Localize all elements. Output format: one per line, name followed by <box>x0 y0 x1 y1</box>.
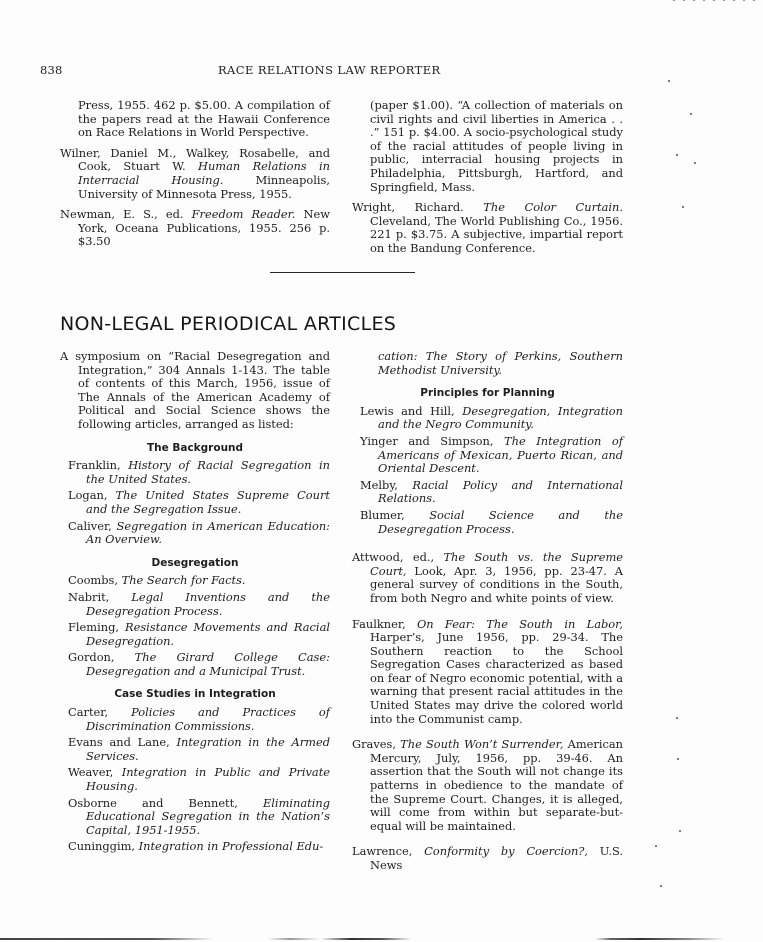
symposium-article: Franklin, History of Racial Segregation in the United States. <box>68 458 330 486</box>
symposium-article: Yinger and Simpson, The Integration of Americans of Mexican, Puerto Rican, and Oriental Descent. <box>360 433 623 476</box>
section-divider <box>270 272 415 273</box>
scan-speck <box>676 154 678 156</box>
scan-speck <box>690 113 692 115</box>
symposium-article: Melby, Racial Policy and International Relations. <box>360 477 623 506</box>
scan-speck <box>676 717 678 719</box>
article-entry: A symposium on “Racial Desegregation and Integration,” 304 Annals 1-143. The table of contents of this March, 1956, issue of The Annals of the American Academy of Political and Social Science shows the following articles, arranged as listed: <box>60 349 330 431</box>
subsection-heading: Desegregation <box>151 556 239 569</box>
scan-speck <box>677 758 679 760</box>
article-entry: Attwood, ed., The South vs. the Supreme Court, Look, Apr. 3, 1956, pp. 23-47. A general survey of conditions in the South, from both Negro and white points of view. <box>352 550 623 605</box>
book-entry: Press, 1955. 462 p. $5.00. A compilation of the papers read at the Hawaii Conference on Race Relations in World Perspective. <box>78 98 330 140</box>
books-left-column <box>60 99 330 256</box>
symposium-article: Fleming, Resistance Movements and Racial Desegregation. <box>68 620 331 648</box>
symposium-article: Lewis and Hill, Desegregation, Integration and the Negro Community. <box>360 403 623 432</box>
symposium-article: Osborne and Bennett, Eliminating Educational Segregation in the Nation’s Capital, 1951-1955. <box>68 795 330 837</box>
symposium-article: Weaver, Integration in Public and Private Housing. <box>68 765 331 794</box>
symposium-article: Gordon, The Girard College Case: Desegregation and a Municipal Trust. <box>68 650 330 678</box>
symposium-article: Logan, The United States Supreme Court and the Segregation Issue. <box>68 488 330 516</box>
scan-speck <box>679 830 681 832</box>
articles-left-column <box>60 350 330 857</box>
book-entry: Wilner, Daniel M., Walkey, Rosabelle, and Cook, Stuart W. Human Relations in Interracial Housing. Minneapolis, University of Minnesota Press, 1955. <box>60 145 330 201</box>
page-number: 838 <box>40 63 63 77</box>
scan-artifact-bottom <box>0 938 763 940</box>
symposium-article: Nabrit, Legal Inventions and the Desegregation Process. <box>68 589 330 618</box>
symposium-article: Caliver, Segregation in American Education: An Overview. <box>68 518 330 547</box>
symposium-article: cation: The Story of Perkins, Southern Methodist University. <box>378 349 623 377</box>
section-heading: NON-LEGAL PERIODICAL ARTICLES <box>60 313 397 335</box>
subsection-heading: Case Studies in Integration <box>114 688 276 701</box>
article-entry: Faulkner, On Fear: The South in Labor, Harper’s, June 1956, pp. 29-34. The Southern reaction to the School Segregation Cases characterized as based on fear of Negro economic potential, with a warning that present racial attitudes in the United States may drive the colored world into the Communist camp. <box>352 616 623 726</box>
symposium-article: Carter, Policies and Practices of Discrimination Commissions. <box>68 705 330 733</box>
book-entry: (paper $1.00). “A collection of materials on civil rights and civil liberties in America . . .” 151 p. $4.00. A socio-psychological study of the racial attitudes of people living in public, interracial housing projects in Philadelphia, Pittsburgh, Hartford, and Springfield, Mass. <box>370 98 623 194</box>
articles-right-column <box>352 350 623 885</box>
running-head: RACE RELATIONS LAW REPORTER <box>218 63 441 77</box>
books-right-column <box>352 99 623 263</box>
book-entry: Wright, Richard. The Color Curtain. Cleveland, The World Publishing Co., 1956. 221 p. $3.75. A subjective, impartial report on the Bandung Conference. <box>352 200 623 255</box>
scan-speck <box>660 885 662 887</box>
scan-speck <box>694 162 696 164</box>
scan-speck <box>668 80 670 82</box>
article-entry: Graves, The South Won’t Surrender, American Mercury, July, 1956, pp. 39-46. An assertion that the South will not change its patterns in obedience to the mandate of the Supreme Court. Changes, it is alleged, will come from within but separate-but-equal will be maintained. <box>352 737 624 833</box>
symposium-article: Coombs, The Search for Facts. <box>68 573 246 588</box>
scan-speck <box>682 206 684 208</box>
scan-speck <box>655 845 657 847</box>
article-entry: Lawrence, Conformity by Coercion?, U.S. News <box>352 844 623 872</box>
symposium-article: Blumer, Social Science and the Desegregation Process. <box>360 507 624 536</box>
scan-artifact-top <box>673 0 763 1</box>
book-entry: Newman, E. S., ed. Freedom Reader. New York, Oceana Publications, 1955. 256 p. $3.50 <box>60 207 330 249</box>
subsection-heading: Principles for Planning <box>420 387 555 400</box>
subsection-heading: The Background <box>146 441 244 454</box>
symposium-article: Cuninggim, Integration in Professional Edu- <box>68 839 324 854</box>
symposium-article: Evans and Lane, Integration in the Armed Services. <box>68 735 330 763</box>
